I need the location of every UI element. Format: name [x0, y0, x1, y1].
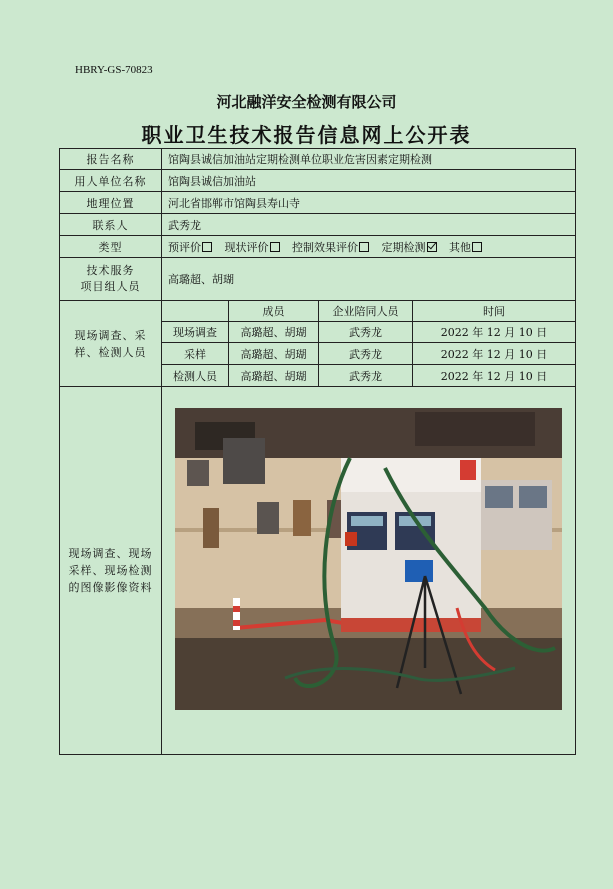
survey-escort: 武秀龙	[319, 343, 413, 365]
survey-header-blank	[162, 301, 229, 322]
company-name: 河北融洋安全检测有限公司	[216, 93, 397, 111]
document-code: HBRY-GS-70823	[75, 64, 153, 76]
checked-checkbox-icon	[427, 242, 437, 252]
type-option-periodic-testing: 定期检测	[382, 241, 446, 254]
page-title: 职业卫生技术报告信息网上公开表	[141, 123, 472, 147]
image-row	[60, 387, 576, 755]
location-label: 地理位置	[60, 192, 162, 214]
survey-header-row	[60, 301, 576, 322]
gas-station-photo	[175, 408, 562, 710]
type-option-status-evaluation: 现状评价	[225, 241, 289, 254]
report-name-row	[60, 149, 576, 170]
tech-service-value: 高璐超、胡瑚	[162, 258, 576, 301]
employer-label: 用人单位名称	[60, 170, 162, 192]
type-options	[162, 236, 576, 258]
survey-escort: 武秀龙	[319, 365, 413, 387]
contact-label: 联系人	[60, 214, 162, 236]
survey-header-escort: 企业陪同人员	[319, 301, 413, 322]
image-section-label: 现场调查、现场采样、现场检测的图像影像资料	[60, 387, 162, 755]
checkbox-icon	[359, 242, 369, 252]
checkbox-icon	[202, 242, 212, 252]
survey-date: 2022 年 12 月 10 日	[413, 343, 576, 365]
type-option-pre-evaluation: 预评价	[168, 241, 221, 254]
survey-stage: 采样	[162, 343, 229, 365]
survey-members: 高璐超、胡瑚	[229, 322, 319, 343]
checkbox-icon	[270, 242, 280, 252]
location-value: 河北省邯郸市馆陶县寿山寺	[162, 192, 576, 214]
type-option-control-evaluation: 控制效果评价	[292, 241, 378, 254]
contact-value: 武秀龙	[162, 214, 576, 236]
disclosure-table	[59, 148, 576, 755]
survey-members: 高璐超、胡瑚	[229, 343, 319, 365]
report-name-label: 报告名称	[60, 149, 162, 170]
tech-service-row	[60, 258, 576, 301]
report-name-value: 馆陶县诚信加油站定期检测单位职业危害因素定期检测	[162, 149, 576, 170]
survey-header-members: 成员	[229, 301, 319, 322]
checkbox-icon	[472, 242, 482, 252]
survey-header-date: 时间	[413, 301, 576, 322]
survey-stage: 检测人员	[162, 365, 229, 387]
type-row	[60, 236, 576, 258]
survey-stage: 现场调查	[162, 322, 229, 343]
survey-date: 2022 年 12 月 10 日	[413, 365, 576, 387]
contact-row	[60, 214, 576, 236]
survey-label: 现场调查、采样、检测人员	[60, 301, 162, 387]
tech-service-label: 技术服务 项目组人员	[60, 258, 162, 301]
survey-escort: 武秀龙	[319, 322, 413, 343]
location-row	[60, 192, 576, 214]
type-option-other: 其他	[449, 241, 491, 254]
employer-row	[60, 170, 576, 192]
survey-members: 高璐超、胡瑚	[229, 365, 319, 387]
survey-date: 2022 年 12 月 10 日	[413, 322, 576, 343]
photo-cell	[162, 387, 576, 755]
type-label: 类型	[60, 236, 162, 258]
employer-value: 馆陶县诚信加油站	[162, 170, 576, 192]
